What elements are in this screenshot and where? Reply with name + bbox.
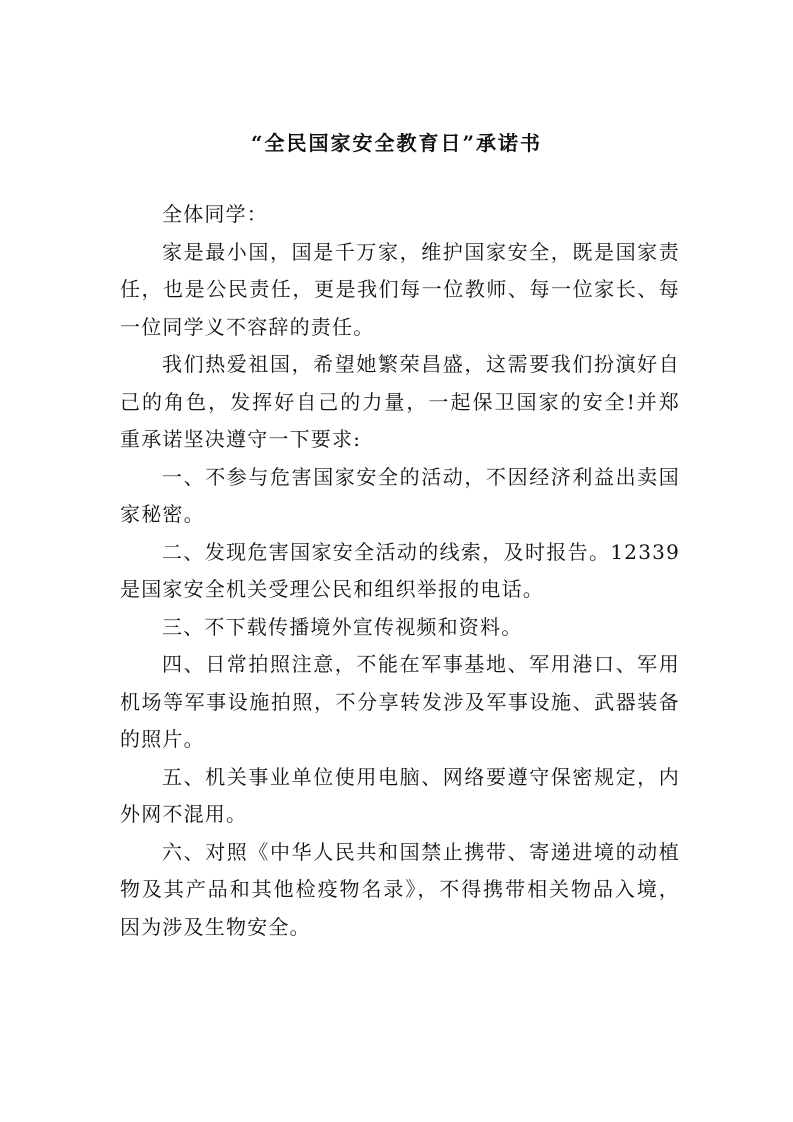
paragraph-pledge: 我们热爱祖国，希望她繁荣昌盛，这需要我们扮演好自己的角色，发挥好自己的力量，一起保卫国家的安全!并郑重承诺坚决遵守一下要求: (120, 352, 680, 451)
requirement-6: 六、对照《中华人民共和国禁止携带、寄递进境的动植物及其产品和其他检疫物名录》，不得携带相关物品入境，因为涉及生物安全。 (120, 839, 680, 939)
page-title: “全民国家安全教育日”承诺书 (250, 131, 542, 155)
salutation: 全体同学： (162, 202, 268, 226)
requirement-4: 四、日常拍照注意，不能在军事基地、军用港口、军用机场等军事设施拍照，不分享转发涉及军事设施、武器装备的照片。 (120, 652, 680, 751)
requirement-5: 五、机关事业单位使用电脑、网络要遵守保密规定，内外网不混用。 (120, 764, 680, 826)
requirement-2: 二、发现危害国家安全活动的线索，及时报告。12339是国家安全机关受理公民和组织举报的电话。 (120, 539, 680, 601)
document-body (120, 196, 680, 946)
paragraph-intro: 家是最小国，国是千万家，维护国家安全，既是国家责任，也是公民责任，更是我们每一位教师、每一位家长、每一位同学义不容辞的责任。 (120, 239, 680, 339)
requirement-3: 三、不下载传播境外宣传视频和资料。 (162, 614, 523, 639)
requirement-1: 一、不参与危害国家安全的活动，不因经济利益出卖国家秘密。 (120, 464, 680, 526)
